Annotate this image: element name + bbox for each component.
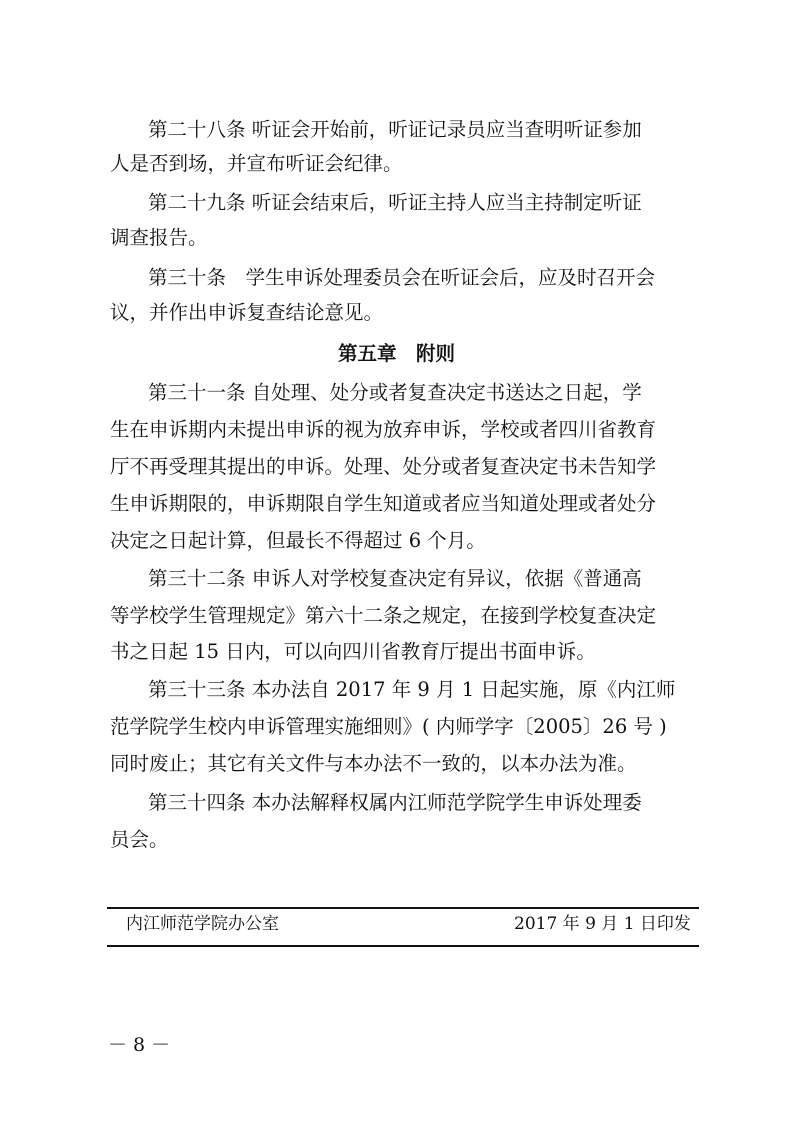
article-31-line-3: 厅不再受理其提出的申诉。处理、处分或者复查决定书未告知学 xyxy=(110,455,657,478)
article-32-line-2: 等学校学生管理规定》第六十二条之规定，在接到学校复查决定 xyxy=(110,604,657,627)
chapter-title: 第五章 附则 xyxy=(337,342,455,365)
article-33-line-2: 范学院学生校内申诉管理实施细则》( 内师学字〔2005〕26 号 ) xyxy=(110,715,667,738)
footer-issuer: 内江师范学院办公室 xyxy=(126,914,279,934)
article-29-line-2: 调查报告。 xyxy=(110,226,208,249)
article-31-line-1: 第三十一条 自处理、处分或者复查决定书送达之日起，学 xyxy=(148,381,642,404)
article-32-line-3: 书之日起 15 日内，可以向四川省教育厅提出书面申诉。 xyxy=(110,640,596,663)
article-28-line-1: 第二十八条 听证会开始前，听证记录员应当查明听证参加 xyxy=(148,118,642,141)
article-29-line-1: 第二十九条 听证会结束后，听证主持人应当主持制定听证 xyxy=(148,191,642,214)
page-number: － 8 － xyxy=(108,1034,171,1056)
footer-top-rule xyxy=(107,907,699,909)
footer-date: 2017 年 9 月 1 日印发 xyxy=(514,914,691,934)
article-31-line-4: 生申诉期限的，申诉期限自学生知道或者应当知道处理或者处分 xyxy=(110,492,657,515)
article-30-line-1: 第三十条 学生申诉处理委员会在听证会后，应及时召开会 xyxy=(148,266,656,289)
article-30-line-2: 议，并作出申诉复查结论意见。 xyxy=(110,301,384,324)
article-31-line-2: 生在申诉期内未提出申诉的视为放弃申诉，学校或者四川省教育 xyxy=(110,418,657,441)
article-34-line-1: 第三十四条 本办法解释权属内江师范学院学生申诉处理委 xyxy=(148,791,642,814)
article-33-line-3: 同时废止；其它有关文件与本办法不一致的，以本办法为准。 xyxy=(110,752,637,775)
article-32-line-1: 第三十二条 申诉人对学校复查决定有异议，依据《普通高 xyxy=(148,567,642,590)
article-33-line-1: 第三十三条 本办法自 2017 年 9 月 1 日起实施，原《内江师 xyxy=(148,678,676,701)
footer-bottom-rule xyxy=(107,945,699,947)
article-28-line-2: 人是否到场，并宣布听证会纪律。 xyxy=(110,152,403,175)
article-31-line-5: 决定之日起计算，但最长不得超过 6 个月。 xyxy=(110,529,486,552)
article-34-line-2: 员会。 xyxy=(110,828,169,851)
